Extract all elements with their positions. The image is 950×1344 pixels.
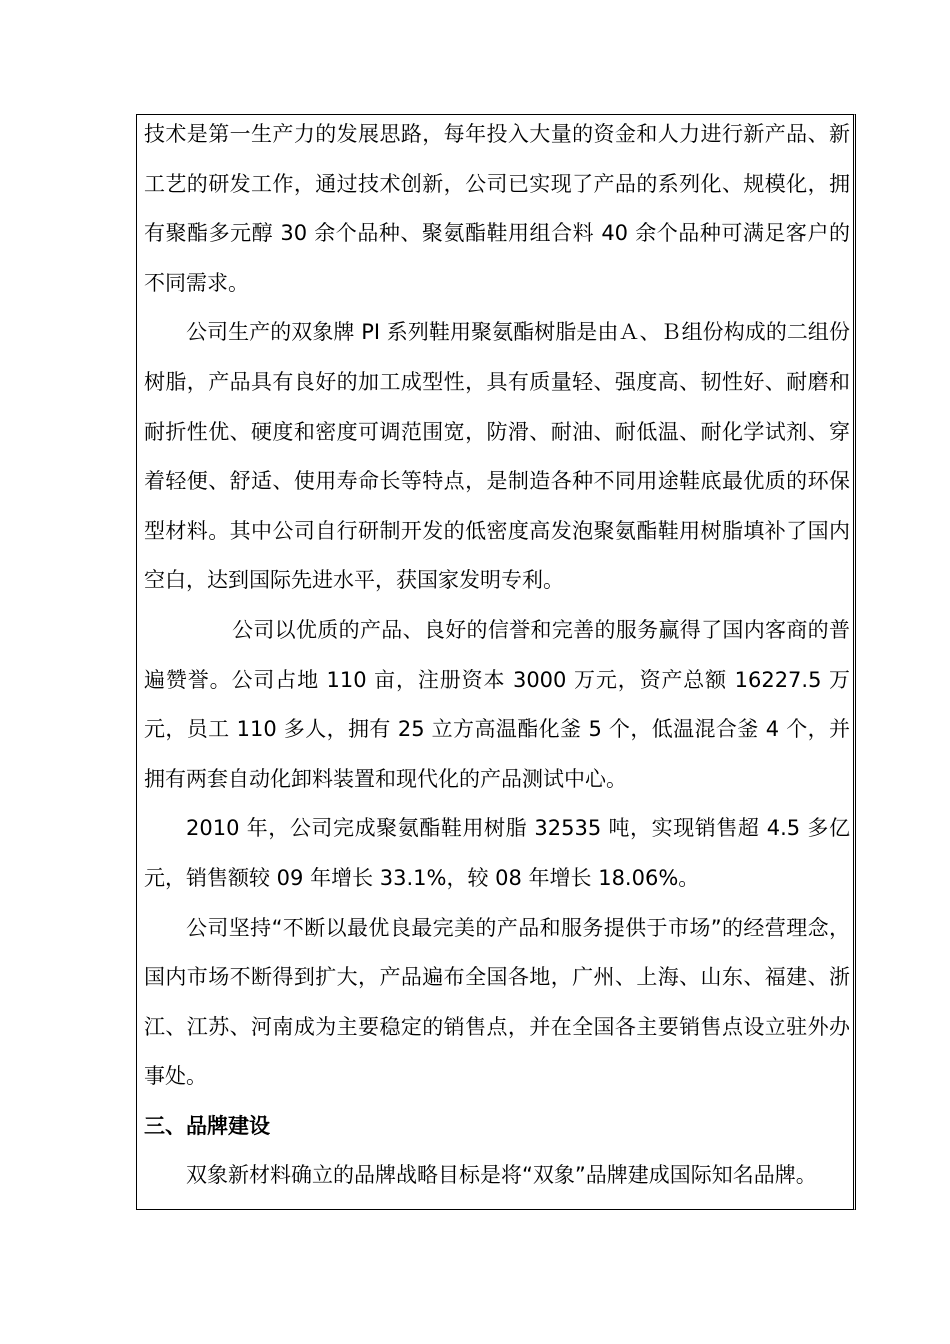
- paragraph-sales-2010: 2010 年，公司完成聚氨酯鞋用树脂 32535 吨，实现销售超 4.5 多亿元，销售额较 09 年增长 33.1%，较 08 年增长 18.06%。: [144, 816, 850, 890]
- section-heading-brand: 三、品牌建设: [144, 1113, 270, 1138]
- document-body: [144, 110, 850, 1201]
- paragraph-company-profile: 公司以优质的产品、良好的信誉和完善的服务赢得了国内客商的普遍赞誉。公司占地 110 亩，注册资本 3000 万元，资产总额 16227.5 万元，员工 110 多人，拥有 25 立方高温酯化釜 5 个，低温混合釜 4 个，并拥有两套自动化卸料装置和现代化的产品测试中心。: [144, 617, 850, 791]
- paragraph-product-description: 公司生产的双象牌 PI 系列鞋用聚氨酯树脂是由Ａ、Ｂ组份构成的二组份树脂，产品具有良好的加工成型性，具有质量轻、强度高、韧性好、耐磨和耐折性优、硬度和密度可调范围宽，防滑、耐油、耐低温、耐化学试剂、穿着轻便、舒适、使用寿命长等特点，是制造各种不同用途鞋底最优质的环保型材料。其中公司自行研制开发的低密度高发泡聚氨酯鞋用树脂填补了国内空白，达到国际先进水平，获国家发明专利。: [144, 320, 850, 593]
- paragraph-brand-strategy: 双象新材料确立的品牌战略目标是将“双象”品牌建成国际知名品牌。: [186, 1163, 817, 1188]
- paragraph-tech-development: 技术是第一生产力的发展思路，每年投入大量的资金和人力进行新产品、新工艺的研发工作，通过技术创新，公司已实现了产品的系列化、规模化，拥有聚酯多元醇 30 余个品种、聚氨酯鞋用组合料 40 余个品种可满足客户的不同需求。: [144, 122, 850, 295]
- paragraph-market-philosophy: 公司坚持“不断以最优良最完美的产品和服务提供于市场”的经营理念，国内市场不断得到扩大，产品遍布全国各地，广州、上海、山东、福建、浙江、江苏、河南成为主要稳定的销售点，并在全国各主要销售点设立驻外办事处。: [144, 915, 850, 1089]
